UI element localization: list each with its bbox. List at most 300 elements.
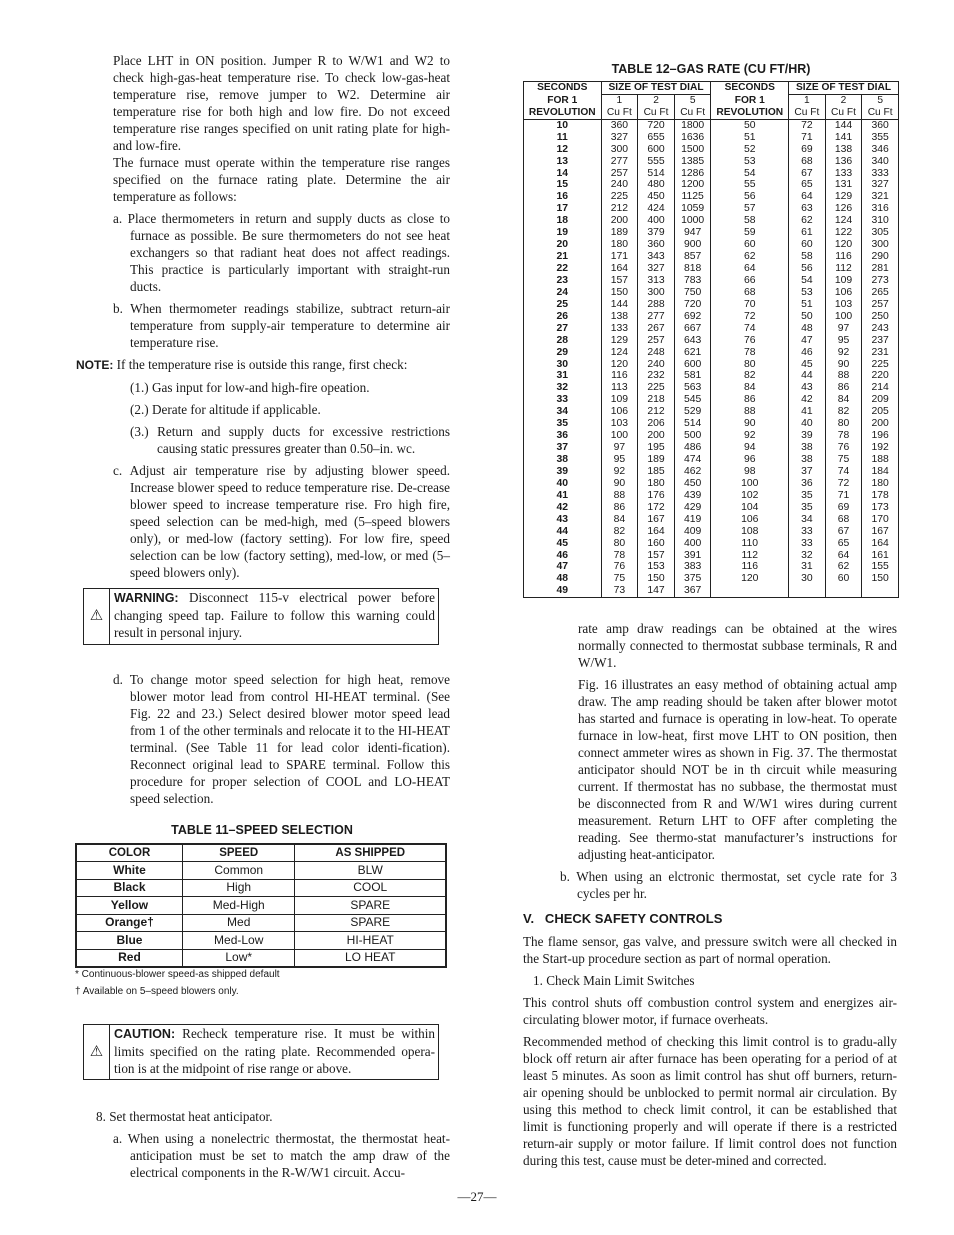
table-12-cell: 400 [674, 537, 711, 549]
dial-unit: Cu Ft [643, 107, 669, 118]
table-12-cell: 46 [556, 549, 569, 561]
table-12-cell: 220 [862, 370, 899, 382]
table-12-cell: 116 [825, 251, 862, 263]
table-12-cell: 86 [601, 502, 638, 514]
table-12-cell: 316 [862, 203, 899, 215]
table-12-cell: 38 [789, 442, 826, 454]
table-12-cell: 65 [789, 179, 826, 191]
table-12-cell: 225 [638, 382, 675, 394]
table-12-cell: 97 [825, 323, 862, 335]
table-12-cell: 313 [638, 275, 675, 287]
table-12-cell: 54 [711, 167, 789, 179]
table-12-cell: 22 [556, 263, 569, 275]
table-12-cell: 277 [638, 311, 675, 323]
table-12-row [524, 478, 899, 490]
table-12-cell: 178 [862, 490, 899, 502]
table-12-cell: 52 [711, 143, 789, 155]
table-12-cell: 62 [711, 251, 789, 263]
table-12-cell: 462 [674, 466, 711, 478]
table-12-cell: 600 [638, 143, 675, 155]
table-12-cell: 33 [789, 537, 826, 549]
table-12-cell: 122 [825, 227, 862, 239]
paragraph-flame-sensor: The flame sensor, gas valve, and pressure switch were all checked in the Start-up procedure section as part of normal operation. [523, 934, 897, 966]
table-12-cell: 53 [789, 287, 826, 299]
table-11-header: COLOR [76, 844, 182, 862]
table-12-row [524, 299, 899, 311]
paragraph-lht-jumper: Place LHT in ON position. Jumper R to W/W1 and W2 to check high-gas-heat temperature rise. To check low-gas-heat temperature rise, remove jumper to W2. Determine air temperature rise for both high and low fire. Do not exceed temperature rise ranges specified on unit rating plate for high-and low-fire. [113, 53, 450, 153]
table-12-cell: 327 [601, 132, 638, 144]
table-12-cell: 80 [601, 537, 638, 549]
table-12-cell: 529 [674, 406, 711, 418]
table-12-cell: 144 [825, 120, 862, 132]
table-12-cell: 37 [789, 466, 826, 478]
table-12-cell: 206 [638, 418, 675, 430]
table-12-cell: 10 [556, 120, 569, 131]
table-12-cell: 33 [556, 394, 569, 406]
table-12-cell: 32 [789, 549, 826, 561]
table-12-cell: 32 [556, 382, 569, 394]
table-12-cell: 167 [638, 514, 675, 526]
table-12-cell: 310 [862, 215, 899, 227]
table-12-row [524, 490, 899, 502]
table-12-cell: 27 [556, 322, 569, 334]
step-8a-nonelectric: a. When using a nonelectric thermostat, the thermostat heat-anticipation must be set to match the amp draw of the electrical components in the R-W/W1 circuit. Accu- [113, 1131, 450, 1180]
table-12-cell: 90 [825, 358, 862, 370]
table-12-cell: 45 [556, 537, 569, 549]
table-11-row [76, 879, 446, 897]
table-12-cell: 267 [638, 323, 675, 335]
table-12-cell: 327 [862, 179, 899, 191]
table-12-cell: 243 [862, 323, 899, 335]
table-12-cell: 212 [601, 203, 638, 215]
table-12-cell: 643 [674, 334, 711, 346]
table-11-row [76, 897, 446, 915]
table-12-cell: 53 [711, 155, 789, 167]
table-12-cell [825, 585, 862, 597]
table-12-row [524, 167, 899, 179]
table-12-cell: 13 [556, 155, 569, 167]
header-size-of-test-dial: SIZE OF TEST DIAL [601, 82, 711, 95]
table-12-cell: 63 [789, 203, 826, 215]
table-12-cell: 360 [862, 120, 899, 132]
table-12-cell: 39 [789, 430, 826, 442]
table-12-cell: 164 [601, 263, 638, 275]
table-11-row [76, 949, 446, 967]
table-12-cell: 36 [789, 478, 826, 490]
note-item-3: (3.) Return and supply ducts for excessive restrictions causing static pressures greater than 0.50–in. wc. [130, 424, 450, 456]
table-12-cell: 157 [638, 549, 675, 561]
table-12-cell: 196 [862, 430, 899, 442]
table-12-cell: 72 [789, 120, 826, 132]
table-12-cell: 947 [674, 227, 711, 239]
warning-text: Disconnect 115-v electrical power before changing speed tap. Failure to follow this warning could result in personal injury. [114, 590, 435, 640]
table-12-cell: 112 [711, 549, 789, 561]
table-11-cell: LO HEAT [295, 949, 446, 967]
table-12-cell: 74 [825, 466, 862, 478]
table-12-cell: 64 [789, 191, 826, 203]
table-12-cell: 667 [674, 323, 711, 335]
table-12-cell: 375 [674, 573, 711, 585]
table-12-cell: 120 [825, 239, 862, 251]
table-12-cell: 184 [862, 466, 899, 478]
table-12-cell: 80 [711, 358, 789, 370]
table-12-cell: 281 [862, 263, 899, 275]
table-12-cell: 73 [601, 585, 638, 597]
table-12-cell: 14 [556, 167, 569, 179]
table-12-cell: 35 [556, 418, 569, 430]
table-12-cell: 1286 [674, 167, 711, 179]
table-12-cell: 783 [674, 275, 711, 287]
table-12-cell: 82 [601, 525, 638, 537]
table-12-cell: 62 [825, 561, 862, 573]
table-12-cell: 92 [601, 466, 638, 478]
footnote-5-speed: † Available on 5–speed blowers only. [75, 986, 239, 997]
table-12-cell: 153 [638, 561, 675, 573]
table-12-cell: 109 [825, 275, 862, 287]
table-12-cell: 133 [601, 323, 638, 335]
table-12-row [524, 275, 899, 287]
table-12-cell: 321 [862, 191, 899, 203]
table-12-cell: 110 [711, 537, 789, 549]
table-12-cell: 45 [789, 358, 826, 370]
table-12-cell: 46 [789, 346, 826, 358]
table-12-cell: 383 [674, 561, 711, 573]
step-b-readings: b. When thermometer readings stabilize, subtract return-air temperature from supply-air temperature to determine air temperature rise. [113, 301, 450, 350]
table-12-cell: 300 [601, 143, 638, 155]
table-12-cell: 257 [638, 334, 675, 346]
table-12-cell: 38 [789, 454, 826, 466]
table-12-row [524, 454, 899, 466]
table-12-cell: 113 [601, 382, 638, 394]
table-11-row [76, 862, 446, 880]
table-12-row [524, 537, 899, 549]
table-12-cell: 47 [789, 334, 826, 346]
table-12-cell: 240 [638, 358, 675, 370]
table-12-cell: 240 [601, 179, 638, 191]
table-12-cell: 474 [674, 454, 711, 466]
table-12-row [524, 561, 899, 573]
table-12-row [524, 370, 899, 382]
table-12-cell: 161 [862, 549, 899, 561]
caution-triangle-icon: ⚠ [84, 1025, 110, 1079]
table-12-cell: 18 [556, 215, 569, 227]
table-12-cell: 409 [674, 525, 711, 537]
table-11-cell: BLW [295, 862, 446, 880]
table-12-cell: 1385 [674, 155, 711, 167]
table-12-row [524, 502, 899, 514]
table-12-row [524, 251, 899, 263]
table-12-row [524, 155, 899, 167]
table-12-cell: 189 [601, 227, 638, 239]
table-12-cell: 19 [556, 227, 569, 239]
table-12-cell: 185 [638, 466, 675, 478]
table-11-cell: SPARE [295, 897, 446, 915]
table-12-cell: 108 [711, 525, 789, 537]
table-12-cell: 68 [825, 514, 862, 526]
table-12-cell: 265 [862, 287, 899, 299]
table-12-cell: 92 [825, 346, 862, 358]
dial-unit: Cu Ft [831, 107, 856, 118]
table-12-row [524, 346, 899, 358]
step-b-electronic: b. When using an elctronic thermostat, set cycle rate for 3 cycles per hr. [560, 869, 897, 901]
table-12-cell: 58 [711, 215, 789, 227]
table-12-cell: 78 [825, 430, 862, 442]
table-12-cell: 500 [674, 430, 711, 442]
caution-text: Recheck temperature rise. It must be within limits specified on the rating plate. Recommended opera-tion is at the midpoint of rise range or above. [114, 1026, 435, 1076]
table-12-cell: 41 [789, 406, 826, 418]
table-12-cell: 621 [674, 346, 711, 358]
table-12-cell: 54 [789, 275, 826, 287]
table-12-cell: 96 [711, 454, 789, 466]
table-12-cell: 74 [711, 323, 789, 335]
table-12-cell: 71 [825, 490, 862, 502]
paragraph-amp-draw: rate amp draw readings can be obtained at the wires normally connected to thermostat subbase terminals, R and W/W1. [578, 621, 897, 670]
table-12-cell: 90 [601, 478, 638, 490]
table-12-cell: 102 [711, 490, 789, 502]
table-12-cell: 88 [825, 370, 862, 382]
table-12-cell: 26 [556, 310, 569, 322]
table-12-cell: 173 [862, 502, 899, 514]
table-12-row [524, 406, 899, 418]
table-12-cell: 581 [674, 370, 711, 382]
header-seconds: SECONDS [711, 82, 789, 95]
table-12-cell: 60 [711, 239, 789, 251]
table-11-row [76, 932, 446, 950]
table-12-cell: 33 [789, 525, 826, 537]
table-12-cell: 555 [638, 155, 675, 167]
table-12-row [524, 191, 899, 203]
table-12-cell: 86 [825, 382, 862, 394]
table-12-cell: 1800 [674, 120, 711, 132]
table-12-cell: 28 [556, 334, 569, 346]
table-12-cell: 58 [789, 251, 826, 263]
table-12-row [524, 215, 899, 227]
table-12-cell: 40 [556, 477, 569, 489]
table-12-cell: 104 [711, 502, 789, 514]
table-12-cell: 76 [825, 442, 862, 454]
table-12-cell: 200 [862, 418, 899, 430]
table-12-cell: 218 [638, 394, 675, 406]
table-12-cell: 67 [789, 167, 826, 179]
table-12-cell: 170 [862, 514, 899, 526]
table-12-cell: 600 [674, 358, 711, 370]
table-12-cell: 59 [711, 227, 789, 239]
table-12-cell: 424 [638, 203, 675, 215]
table-12-cell: 429 [674, 502, 711, 514]
table-12-cell: 48 [556, 573, 569, 585]
table-12-cell: 57 [711, 203, 789, 215]
table-12-cell: 857 [674, 251, 711, 263]
table-12-cell: 61 [789, 227, 826, 239]
table-12-cell: 138 [601, 311, 638, 323]
table-12-cell: 450 [674, 478, 711, 490]
step-d-motor-speed: d. To change motor speed selection for high heat, remove blower motor lead from control HI-HEAT terminal. (See Fig. 22 and 23.) Select desired blower motor speed lead from 1 of the other terminals and relocate it to the HI-HEAT terminal. (See Table 11 for lead color identi-fication). Reconnect original lead to SPARE terminal. Follow this procedure for proper selection of COOL and LO-HEAT speed selection. [113, 672, 450, 806]
table-12-cell: 21 [556, 251, 569, 263]
table-12-cell: 391 [674, 549, 711, 561]
table-12-cell: 340 [862, 155, 899, 167]
table-11-cell: Low* [182, 949, 295, 967]
table-12-cell: 16 [556, 191, 569, 203]
table-12-cell: 129 [601, 334, 638, 346]
table-11-cell: High [182, 879, 295, 897]
table-12-cell: 100 [601, 430, 638, 442]
table-12-cell: 126 [825, 203, 862, 215]
table-12-cell: 180 [601, 239, 638, 251]
table-12-cell: 42 [789, 394, 826, 406]
table-12-cell: 64 [711, 263, 789, 275]
table-12-cell: 367 [674, 585, 711, 597]
table-12-cell: 11 [556, 131, 568, 143]
note-item-2: (2.) Derate for altitude if applicable. [130, 402, 321, 417]
table-12-cell: 84 [825, 394, 862, 406]
table-12-cell: 200 [601, 215, 638, 227]
dial-size: 1 [616, 95, 623, 106]
table-12-cell: 720 [674, 299, 711, 311]
dial-size: 5 [877, 95, 883, 106]
table-12-cell: 80 [825, 418, 862, 430]
table-12-cell: 192 [862, 442, 899, 454]
dial-unit: Cu Ft [794, 107, 820, 118]
table-12-cell: 29 [556, 346, 569, 358]
table-12-cell: 68 [711, 287, 789, 299]
left-column [76, 52, 450, 581]
table-12-cell: 56 [789, 263, 826, 275]
paragraph-rise-ranges: The furnace must operate within the temperature rise ranges specified on the furnace rating plate. Determine the air temperature as follows: [113, 155, 450, 204]
table-12-cell: 43 [556, 513, 569, 525]
table-12-cell: 100 [711, 478, 789, 490]
table-11-cell: Black [76, 879, 182, 897]
table-12-cell: 50 [789, 311, 826, 323]
table-12-cell: 71 [789, 132, 826, 144]
table-12-cell: 44 [556, 525, 569, 537]
table-12-cell: 67 [825, 525, 862, 537]
table-12-cell: 212 [638, 406, 675, 418]
table-12-cell: 333 [862, 167, 899, 179]
table-12-cell: 25 [556, 298, 569, 310]
table-12-row [524, 203, 899, 215]
table-12-cell: 55 [711, 179, 789, 191]
note-text: If the temperature rise is outside this range, first check: [116, 357, 408, 372]
table-12-cell: 164 [862, 537, 899, 549]
table-12-cell: 82 [825, 406, 862, 418]
table-12-cell [711, 585, 789, 597]
dial-unit: Cu Ft [680, 107, 706, 118]
table-12-cell: 250 [862, 311, 899, 323]
table-11-cell: Orange† [76, 914, 182, 932]
table-12-cell: 188 [862, 454, 899, 466]
table-11-header: SPEED [182, 844, 295, 862]
table-12-cell: 300 [862, 239, 899, 251]
table-12-cell: 49 [556, 585, 569, 597]
table-12-cell: 545 [674, 394, 711, 406]
table-12-row [524, 442, 899, 454]
table-12-cell: 290 [862, 251, 899, 263]
table-11-cell: Med-High [182, 897, 295, 915]
table-12-cell: 37 [556, 442, 569, 454]
table-12-cell: 225 [601, 191, 638, 203]
table-12-cell: 419 [674, 514, 711, 526]
table-12-cell [862, 585, 899, 597]
table-12-row [524, 430, 899, 442]
table-12-cell: 84 [601, 514, 638, 526]
table-11-cell: Yellow [76, 897, 182, 915]
table-12-row [524, 323, 899, 335]
table-12-cell: 288 [638, 299, 675, 311]
table-12-cell: 1000 [674, 215, 711, 227]
table-12-cell: 60 [825, 573, 862, 585]
table-12-cell: 88 [711, 406, 789, 418]
table-12-cell: 355 [862, 132, 899, 144]
table-12-cell: 15 [556, 179, 569, 191]
table-12-cell: 155 [862, 561, 899, 573]
table-12-cell: 131 [825, 179, 862, 191]
table-12-cell: 450 [638, 191, 675, 203]
table-12-cell: 69 [789, 143, 826, 155]
table-12-cell: 147 [638, 585, 675, 597]
table-12-row [524, 132, 899, 144]
table-12-row [524, 287, 899, 299]
table-12-cell: 900 [674, 239, 711, 251]
table-12-cell: 112 [825, 263, 862, 275]
table-12-cell: 195 [638, 442, 675, 454]
table-12-cell: 205 [862, 406, 899, 418]
table-12-row [524, 120, 899, 132]
table-12-cell: 82 [711, 370, 789, 382]
table-12-cell: 346 [862, 143, 899, 155]
table-12-cell: 78 [711, 346, 789, 358]
table-12-cell: 72 [711, 311, 789, 323]
table-12-cell: 189 [638, 454, 675, 466]
table-11-title: TABLE 11–SPEED SELECTION [171, 823, 353, 837]
table-12 [523, 81, 899, 598]
table-12-cell: 24 [556, 286, 569, 298]
table-12-row [524, 514, 899, 526]
table-12-cell: 129 [825, 191, 862, 203]
table-12-title: TABLE 12–GAS RATE (CU FT/HR) [611, 62, 811, 76]
table-12-cell: 69 [825, 502, 862, 514]
table-12-cell: 150 [638, 573, 675, 585]
table-12-cell: 360 [638, 239, 675, 251]
warning-box [83, 588, 439, 645]
header-revolution: REVOLUTION [528, 106, 596, 118]
table-12-cell: 514 [638, 167, 675, 179]
table-12-cell: 237 [862, 334, 899, 346]
table-11-cell: Common [182, 862, 295, 880]
dial-size: 2 [653, 95, 659, 106]
table-12-cell: 106 [825, 287, 862, 299]
table-12-cell: 486 [674, 442, 711, 454]
dial-size: 1 [804, 95, 810, 106]
table-12-cell: 35 [789, 490, 826, 502]
table-12-cell: 750 [674, 287, 711, 299]
table-12-cell: 17 [556, 203, 569, 215]
table-12-cell: 138 [825, 143, 862, 155]
table-12-cell: 232 [638, 370, 675, 382]
table-12-cell: 90 [711, 418, 789, 430]
table-12-row [524, 549, 899, 561]
table-12-cell: 1059 [674, 203, 711, 215]
paragraph-fig-16: Fig. 16 illustrates an easy method of obtaining actual amp draw. The amp reading should be taken after blower motot has started and furnace is operating in low-heat. To operate furnace in low-heat, first move LHT to ON position, then connect ammeter wires as shown in Fig. 37. The thermostat anticipator should NOT be in th circuit while measuring current. If thermostat has no subbase, the thermostat must be disconnected from R and W/W1 wires during current measurement. Return LHT to OFF after completing the reading. See thermo-stat manufacturer’s instructions for adjusting heat-anticipator. [578, 677, 897, 862]
table-12-row [524, 525, 899, 537]
table-12-cell: 31 [556, 370, 569, 382]
table-11-header: AS SHIPPED [295, 844, 446, 862]
table-12-cell: 84 [711, 382, 789, 394]
table-12-cell: 439 [674, 490, 711, 502]
table-12-cell: 64 [825, 549, 862, 561]
table-12-cell: 360 [601, 120, 638, 132]
table-12-cell: 214 [862, 382, 899, 394]
table-12-cell: 300 [638, 287, 675, 299]
